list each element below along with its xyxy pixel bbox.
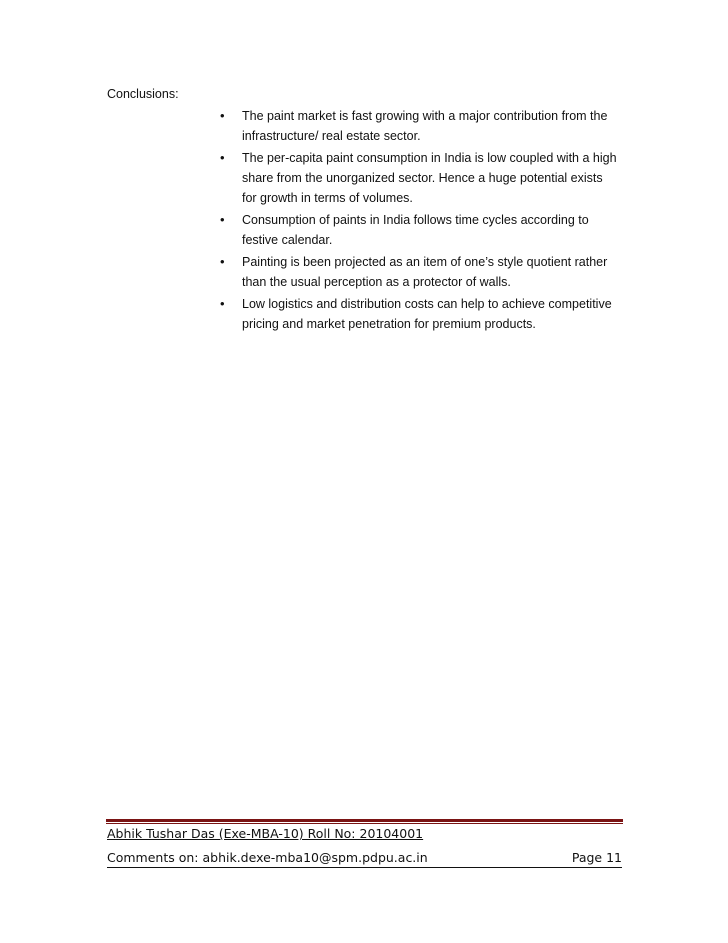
bullet-line: than the usual perception as a protector of walls.	[242, 275, 511, 289]
bullet-line: festive calendar.	[242, 233, 333, 247]
page-number: Page 11	[571, 850, 622, 865]
bullet-text	[242, 294, 634, 334]
bullet-line: The per-capita paint consumption in India is low coupled with a high	[242, 151, 617, 165]
bullet-icon: •	[220, 254, 225, 269]
bullet-line: infrastructure/ real estate sector.	[242, 129, 421, 143]
bullet-line: Consumption of paints in India follows time cycles according to	[242, 213, 589, 227]
footer-divider	[106, 819, 623, 822]
footer-author: Abhik Tushar Das (Exe-MBA-10) Roll No: 20104001	[107, 826, 424, 841]
section-heading: Conclusions:	[107, 87, 179, 101]
list-item	[214, 106, 634, 146]
bullet-icon: •	[220, 108, 225, 123]
bullet-line: share from the unorganized sector. Hence a huge potential exists	[242, 171, 603, 185]
bullet-text	[242, 106, 634, 146]
list-item	[214, 210, 634, 250]
list-item	[214, 252, 634, 292]
bullet-text	[242, 252, 634, 292]
bullet-line: The paint market is fast growing with a major contribution from the	[242, 109, 608, 123]
footer-comments: Comments on: abhik.dexe-mba10@spm.pdpu.ac.in	[107, 850, 428, 865]
bullet-line: pricing and market penetration for premium products.	[242, 317, 536, 331]
bullet-icon: •	[220, 212, 225, 227]
conclusions-list	[214, 106, 634, 336]
list-item	[214, 148, 634, 208]
bullet-line: for growth in terms of volumes.	[242, 191, 413, 205]
bullet-line: Painting is been projected as an item of one’s style quotient rather	[242, 255, 608, 269]
bullet-line: Low logistics and distribution costs can help to achieve competitive	[242, 297, 612, 311]
bullet-text	[242, 210, 634, 250]
list-item	[214, 294, 634, 334]
bullet-icon: •	[220, 296, 225, 311]
footer-comments-row	[107, 849, 622, 868]
footer-divider-thin	[106, 823, 623, 824]
bullet-icon: •	[220, 150, 225, 165]
bullet-text	[242, 148, 634, 208]
